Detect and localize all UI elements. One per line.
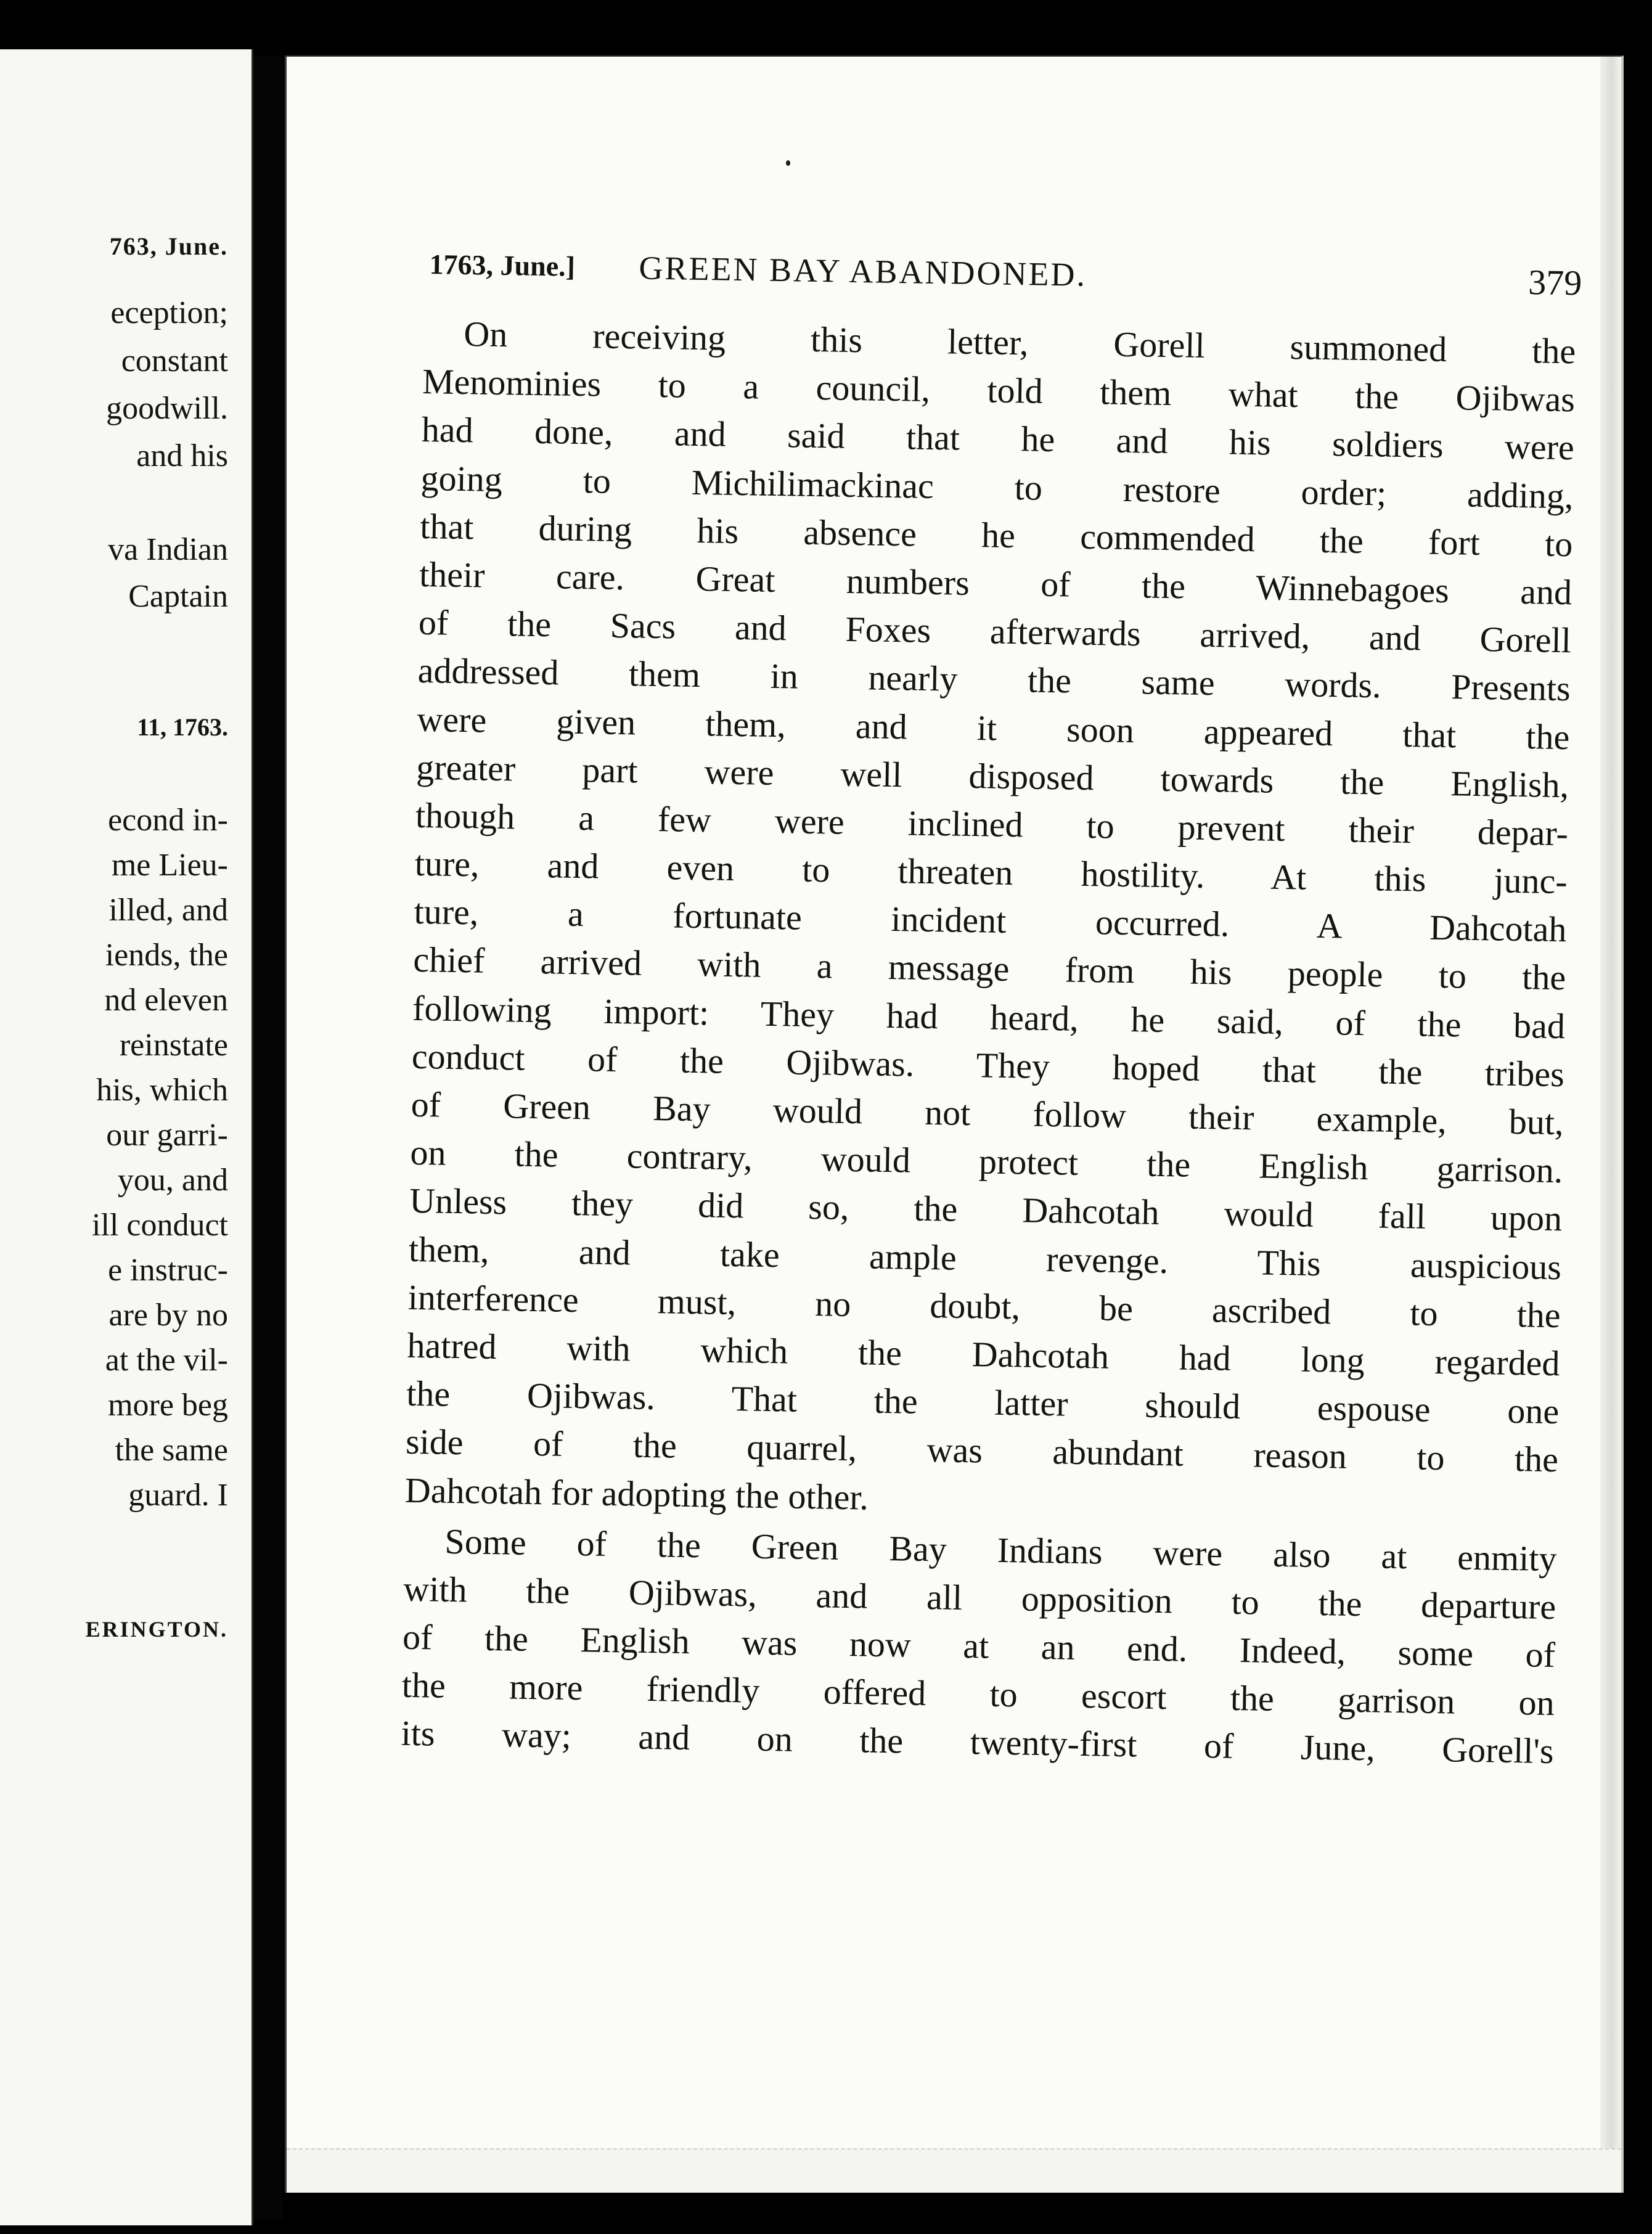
text-line: hatred with which the Dahcotah had long regarded: [407, 1325, 1560, 1384]
print-speck: [786, 160, 790, 166]
text-line: though a few were inclined to prevent their depar-: [415, 795, 1569, 854]
paragraph: [401, 1516, 1557, 1775]
left-letter-line: are by no: [108, 1298, 228, 1333]
left-text-line: va Indian: [108, 532, 228, 567]
text-line: the Ojibwas. That the latter should espouse one: [406, 1373, 1560, 1432]
text-line: Dahcotah for adopting the other.: [404, 1470, 869, 1518]
left-letter-line: more beg: [108, 1388, 228, 1423]
left-text-line: and his: [136, 438, 228, 473]
text-line: were given them, and it soon appeared that the: [417, 698, 1570, 757]
left-letter-line: illed, and: [108, 893, 228, 928]
text-line: going to Michilimackinac to restore order; adding,: [420, 457, 1574, 516]
left-text-line: Captain: [128, 579, 228, 614]
left-text-line: eception;: [110, 295, 228, 330]
left-letter-line: e instruc-: [108, 1253, 228, 1288]
left-letter-line: you, and: [117, 1163, 228, 1198]
text-line: chief arrived with a message from his people to the: [412, 939, 1566, 998]
text-line: had done, and said that he and his soldiers were: [421, 409, 1575, 468]
text-line: that during his absence he commended the fort to: [419, 505, 1573, 565]
left-signature: ERINGTON.: [85, 1617, 228, 1642]
text-line: side of the quarrel, was abundant reason to the: [405, 1422, 1559, 1480]
left-text-line: goodwill.: [106, 391, 228, 426]
text-line: On receiving this letter, Gorell summoned the: [463, 314, 1576, 372]
left-letter-line: at the vil-: [105, 1343, 228, 1378]
left-letter-line: me Lieu-: [111, 848, 228, 883]
left-running-header: 763, June.: [109, 232, 228, 260]
text-line: interference must, no doubt, be ascribed to the: [407, 1277, 1561, 1335]
left-letter-line: econd in-: [108, 803, 228, 838]
text-line: their care. Great numbers of the Winnebagoes and: [419, 554, 1572, 613]
body-text: [401, 309, 1576, 1776]
header-title: GREEN BAY ABANDONED.: [639, 249, 1087, 293]
text-line: them, and take ample revenge. This auspicious: [408, 1229, 1562, 1287]
left-letter-line: nd eleven: [104, 983, 228, 1018]
left-letter-line: ill conduct: [92, 1208, 228, 1243]
text-line: with the Ojibwas, and all opposition to the departure: [403, 1568, 1556, 1627]
text-line: Unless they did so, the Dahcotah would fall upon: [409, 1180, 1563, 1239]
left-letter-line: the same: [115, 1433, 228, 1468]
text-line: of the English was now at an end. Indeed, some of: [402, 1616, 1556, 1676]
right-page: [285, 55, 1624, 2193]
paragraph: [404, 309, 1576, 1532]
page-number: 379: [1527, 262, 1582, 303]
page-bottom-edge: [287, 2148, 1621, 2193]
text-line: on the contrary, would protect the English garrison.: [410, 1132, 1563, 1191]
text-line: ture, and even to threaten hostility. At this junc-: [414, 843, 1568, 902]
left-date-line: 11, 1763.: [137, 713, 228, 741]
left-letter-line: guard. I: [128, 1478, 228, 1513]
text-line: conduct of the Ojibwas. They hoped that the tribes: [411, 1036, 1565, 1095]
page-fore-edge: [1600, 57, 1621, 2193]
text-line: ture, a fortunate incident occurred. A Dahcotah: [414, 891, 1567, 950]
binding-gutter: [254, 55, 282, 2219]
header-date: 1763, June.]: [429, 248, 576, 282]
running-header: [429, 248, 1582, 315]
text-line: its way; and on the twenty-first of June, Gorell's: [401, 1713, 1554, 1772]
text-line: of the Sacs and Foxes afterwards arrived, and Gorell: [418, 602, 1572, 661]
text-line: the more friendly offered to escort the garrison on: [401, 1664, 1555, 1724]
left-text-line: constant: [121, 343, 228, 378]
text-line: Menominies to a council, told them what the Ojibwas: [422, 361, 1576, 420]
text-line: of Green Bay would not follow their example, but,: [411, 1084, 1564, 1143]
left-letter-line: iends, the: [105, 938, 228, 973]
left-letter-line: his, which: [96, 1073, 228, 1108]
text-line: addressed them in nearly the same words. Presents: [417, 650, 1571, 709]
left-letter-line: our garri-: [106, 1118, 228, 1153]
left-facing-page: [0, 49, 253, 2225]
text-line: Some of the Green Bay Indians were also at enmity: [444, 1521, 1557, 1579]
text-line: greater part were well disposed towards the English,: [415, 747, 1569, 805]
left-letter-line: reinstate: [119, 1028, 228, 1063]
text-line: following import: They had heard, he said, of the bad: [412, 988, 1566, 1046]
